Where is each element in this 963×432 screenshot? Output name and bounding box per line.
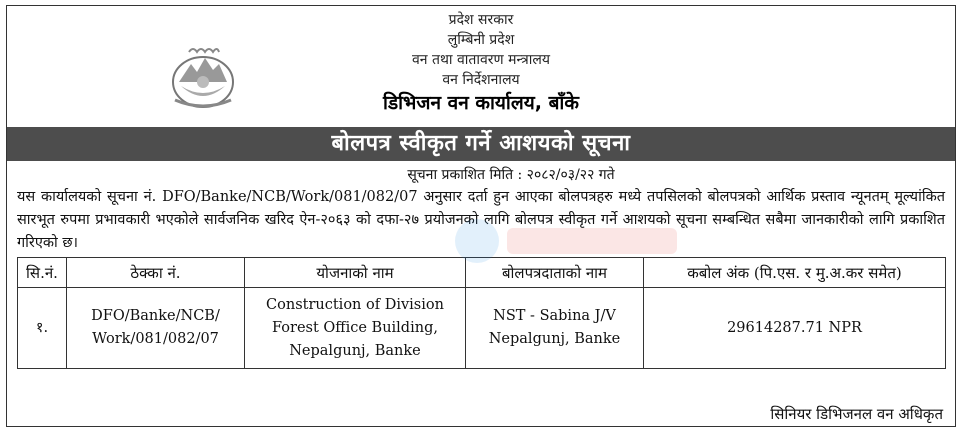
table-header-row (18, 258, 946, 288)
org-line-ministry: वन तथा वातावरण मन्त्रालय (412, 52, 550, 68)
org-line-province: लुम्बिनी प्रदेश (447, 32, 515, 48)
org-line-province-govt: प्रदेश सरकार (448, 12, 514, 28)
table-row (18, 288, 946, 369)
col-header-project-name: योजनाको नाम (245, 258, 466, 288)
signatory-title: सिनियर डिभिजनल वन अधिकृत (770, 405, 943, 423)
col-header-contract-no: ठेक्का नं. (67, 258, 245, 288)
cell-contract-no: DFO/Banke/NCB/ Work/081/082/07 (67, 288, 245, 369)
cell-bid-amount: 29614287.71 NPR (644, 288, 946, 369)
col-header-sn: सि.नं. (18, 258, 67, 288)
notice-header (7, 6, 955, 127)
notice-body: यस कार्यालयको सूचना नं. DFO/Banke/NCB/Work/081/082/07 अनुसार दर्ता हुन आएका बोलपत्रहरु मध्ये तपसिलको बोलपत्रको आर्थिक प्रस्ताव न्यूनतम् मूल्यांकित सारभूत रुपमा प्रभावकारी भएकोले सार्वजनिक खरिद ऐन-२०६३ को दफा-२७ प्रयोजनको लागि बोलपत्र स्वीकृत गर्ने आशयको सूचना सम्बन्धित सबैमा जानकारीको लागि प्रकाशित गरिएको छ। (17, 189, 945, 251)
cell-project-name: Construction of Division Forest Office Building, Nepalgunj, Banke (245, 288, 466, 369)
cell-bidder-name: NST - Sabina J/V Nepalgunj, Banke (466, 288, 644, 369)
tender-notice (6, 5, 956, 427)
cell-sn: १. (18, 288, 67, 369)
col-header-bid-amount: कबोल अंक (पि.एस. र मु.अ.कर समेत) (644, 258, 946, 288)
publication-date: सूचना प्रकाशित मिति : २०८२/०३/२२ गते (407, 167, 615, 183)
notice-title: बोलपत्र स्वीकृत गर्ने आशयको सूचना (7, 127, 955, 161)
office-name: डिभिजन वन कार्यालय, बाँके (383, 92, 579, 114)
org-line-directorate: वन निर्देशनालय (442, 72, 520, 88)
tender-table (17, 257, 946, 369)
org-lines (7, 10, 955, 115)
col-header-bidder-name: बोलपत्रदाताको नाम (466, 258, 644, 288)
